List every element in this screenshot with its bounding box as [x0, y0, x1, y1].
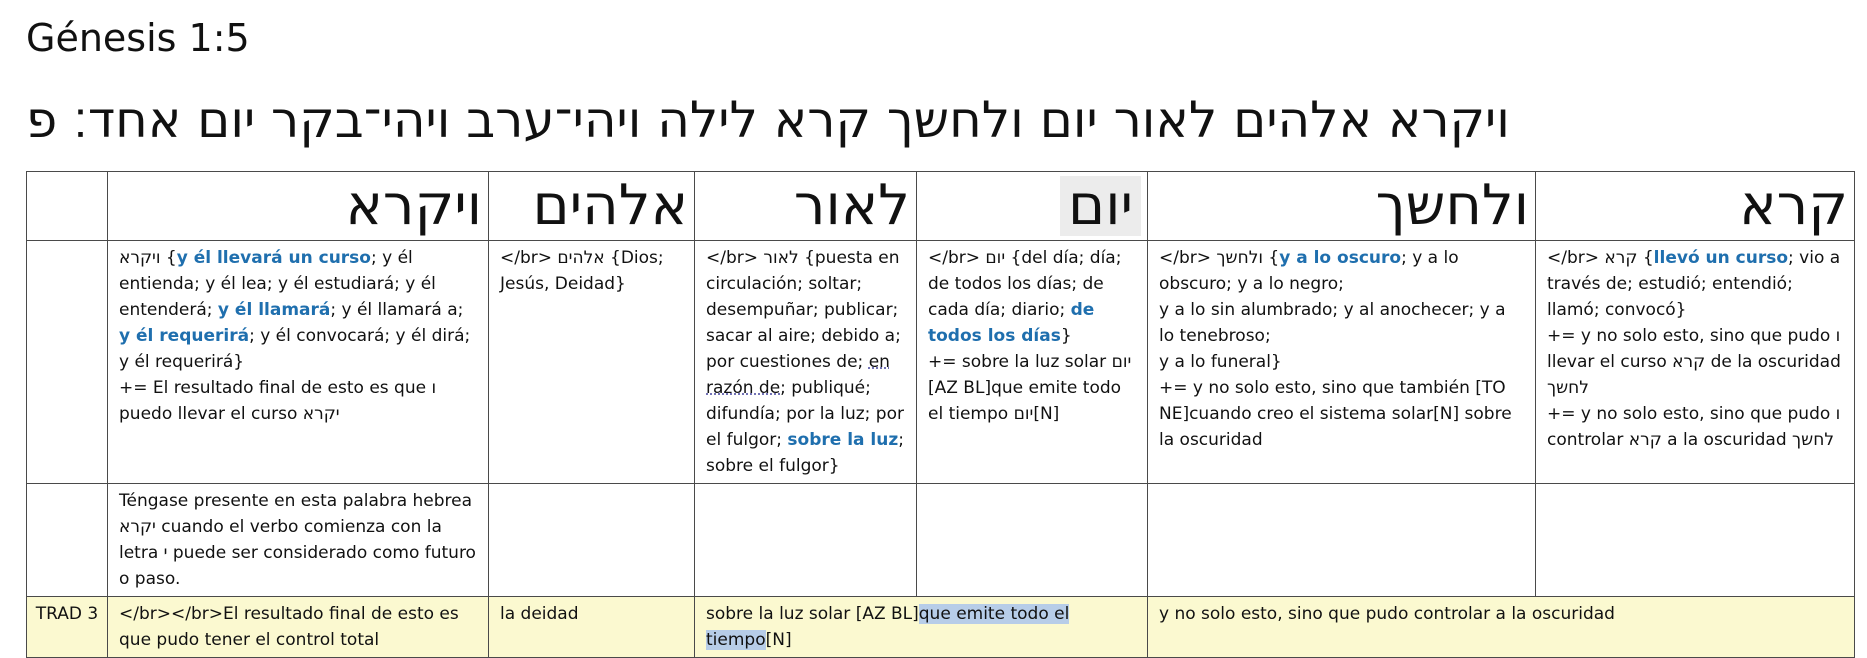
- label-cell: [27, 484, 108, 597]
- definition-text: </br> קרא {: [1547, 248, 1654, 268]
- definition-text: ; y él convocará; y él dirá; y él requerirá}: [119, 326, 471, 372]
- highlighted-term: de todos los días: [928, 300, 1095, 346]
- definition-text: </br> לאור {puesta en circulación; soltar; desempuñar; publicar; sacar al aire; debido a; por cuestiones de;: [706, 248, 901, 372]
- result-note: += y no solo esto, sino que pudo ו controlar קרא a la oscuridad לחשך: [1547, 404, 1841, 450]
- headword: לאור: [793, 173, 910, 238]
- headword-cell[interactable]: [917, 172, 1148, 241]
- headword-cell[interactable]: [1148, 172, 1536, 241]
- grammar-note: Téngase presente en esta palabra hebrea יקרא cuando el verbo comienza con la letra י puede ser considerado como futuro o paso.: [119, 491, 476, 589]
- definition-text: y a lo funeral}: [1159, 352, 1282, 372]
- translation-text: sobre la luz solar [AZ BL]: [706, 604, 919, 624]
- definition-cell[interactable]: [108, 241, 489, 484]
- definition-text: ; publiqué; difundía; por la luz; por el fulgor;: [706, 378, 904, 450]
- label-cell: [27, 172, 108, 241]
- label-cell: [27, 241, 108, 484]
- definition-text: }: [1060, 326, 1072, 346]
- definitions-row: [27, 241, 1855, 484]
- definition-cell[interactable]: [917, 241, 1148, 484]
- definition-cell[interactable]: [695, 241, 917, 484]
- highlighted-term: y él llamará: [217, 300, 331, 320]
- headword: ויקרא: [345, 173, 482, 238]
- translation-text: </br></br>El resultado final de esto es que pudo tener el control total: [119, 604, 459, 650]
- highlighted-term: sobre la luz: [787, 430, 899, 450]
- definition-text: </br> ולחשך {: [1159, 248, 1280, 268]
- headword-cell[interactable]: [1536, 172, 1855, 241]
- definition-cell[interactable]: [1148, 241, 1536, 484]
- definition-cell[interactable]: [1536, 241, 1855, 484]
- note-cell[interactable]: [1148, 484, 1536, 597]
- definition-text: ויקרא {: [119, 248, 177, 268]
- note-cell[interactable]: [489, 484, 695, 597]
- headword-cell[interactable]: [489, 172, 695, 241]
- highlighted-term: llevó un curso: [1653, 248, 1789, 268]
- note-cell[interactable]: [917, 484, 1148, 597]
- selected-text[interactable]: que emite todo el tiempo: [706, 604, 1070, 650]
- headword: יום: [1060, 176, 1141, 236]
- translation-cell[interactable]: [1148, 597, 1855, 658]
- translation-cell[interactable]: [695, 597, 1148, 658]
- translation-row: [27, 597, 1855, 658]
- translation-cell[interactable]: [489, 597, 695, 658]
- headword: ולחשך: [1375, 173, 1529, 238]
- definition-text: y a lo sin alumbrado; y al anochecer; y a lo tenebroso;: [1159, 300, 1506, 346]
- headword: אלהים: [532, 173, 688, 238]
- headword: קרא: [1739, 173, 1848, 238]
- definition-text: ; sobre el fulgor}: [706, 430, 904, 476]
- result-note: += sobre la luz solar יום [AZ BL]que emite todo el tiempo יום[N]: [928, 352, 1132, 424]
- result-note: += El resultado final de esto es que ו puedo llevar el curso יקרא: [119, 378, 437, 424]
- headword-cell[interactable]: [695, 172, 917, 241]
- interlinear-table: [26, 171, 1855, 658]
- definition-text: </br> אלהים {Dios; Jesús, Deidad}: [500, 248, 664, 294]
- definition-text: ; y él entienda; y él lea; y él estudiará; y él entenderá;: [119, 248, 436, 320]
- definition-text: </br> יום {del día; día; de todos los días; de cada día; diario;: [928, 248, 1122, 320]
- definition-text: ; vio a través de; estudió; entendió; llamó; convocó}: [1547, 248, 1841, 320]
- highlighted-term: y a lo oscuro: [1279, 248, 1402, 268]
- note-cell[interactable]: [108, 484, 489, 597]
- hebrew-verse: ויקרא אלהים לאור יום ולחשך קרא לילה ויהי־ערב ויהי־בקר יום אחד׃ פ: [26, 91, 1510, 149]
- definition-text: ; y él llamará a;: [330, 300, 464, 320]
- result-note: += y no solo esto, sino que también [TO NE]cuando creo el sistema solar[N] sobre la oscuridad: [1159, 378, 1512, 450]
- note-cell[interactable]: [1536, 484, 1855, 597]
- note-row: [27, 484, 1855, 597]
- headword-row: [27, 172, 1855, 241]
- translation-label: TRAD 3: [27, 597, 108, 658]
- highlighted-term: y él requerirá: [119, 326, 250, 346]
- translation-text: [N]: [765, 630, 792, 650]
- result-note: += y no solo esto, sino que pudo ו llevar el curso קרא de la oscuridad לחשך: [1547, 326, 1841, 398]
- translation-text: y no solo esto, sino que pudo controlar a la oscuridad: [1159, 604, 1615, 624]
- definition-text: ; y a lo obscuro; y a lo negro;: [1159, 248, 1459, 294]
- spellcheck-underlined-text: en razón de: [706, 352, 890, 398]
- note-cell[interactable]: [695, 484, 917, 597]
- highlighted-term: y él llevará un curso: [176, 248, 371, 268]
- definition-cell[interactable]: [489, 241, 695, 484]
- headword-cell[interactable]: [108, 172, 489, 241]
- translation-text: la deidad: [500, 604, 579, 624]
- page-title: Génesis 1:5: [26, 16, 250, 60]
- translation-cell[interactable]: [108, 597, 489, 658]
